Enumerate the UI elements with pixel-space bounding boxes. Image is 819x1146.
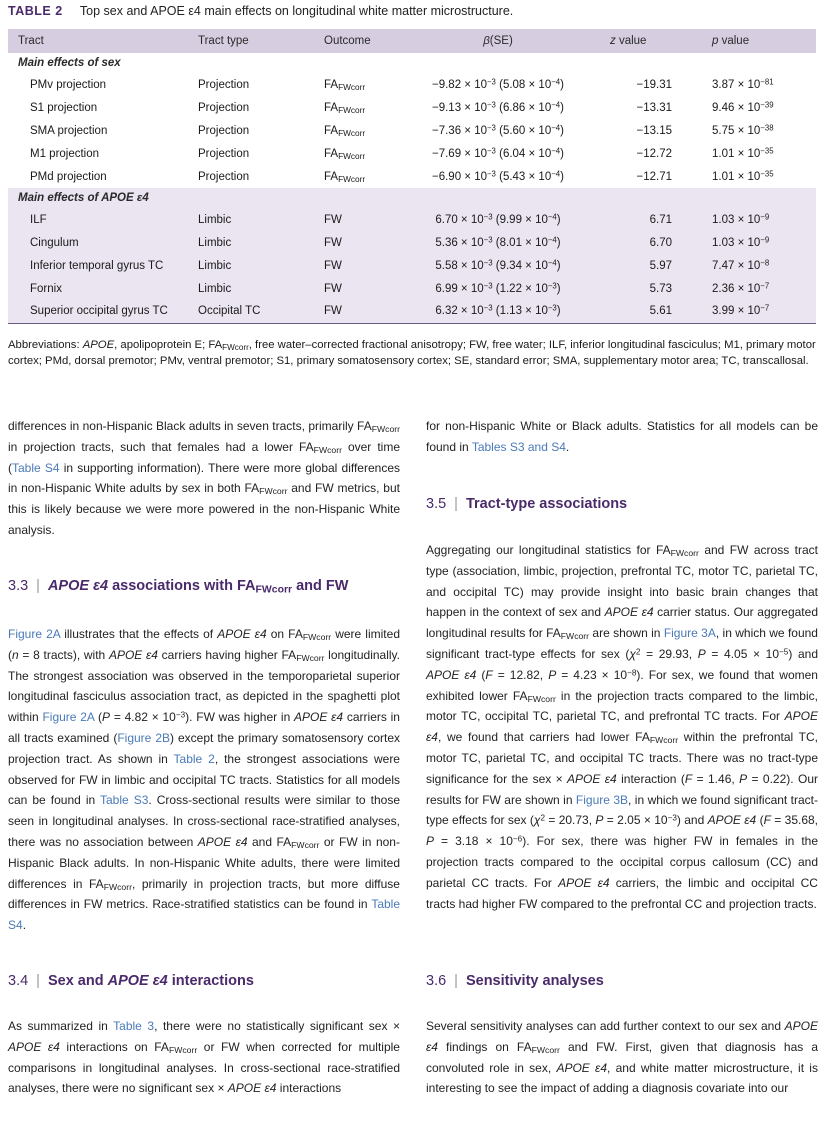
z-cell: 5.61 bbox=[649, 305, 672, 318]
tract-cell: PMd projection bbox=[30, 170, 107, 183]
beta-cell: $-9.13 \times 10^{-3}$ $(6.86 \times 10^{-4})$ bbox=[432, 99, 564, 114]
tract-cell: Superior occipital gyrus TC bbox=[30, 305, 168, 318]
table-row bbox=[8, 254, 816, 277]
outcome-cell: FW bbox=[324, 282, 342, 295]
z-cell: −12.72 bbox=[636, 147, 672, 160]
table-row bbox=[8, 96, 816, 119]
beta-cell: $-7.36 \times 10^{-3}$ $(5.60 \times 10^{-4})$ bbox=[432, 122, 564, 137]
type-cell: Limbic bbox=[198, 236, 232, 249]
paragraph-3-5: Aggregating our longitudinal statistics for $FA_{FWcorr}$ and FW across tract type (association, limbic, projection, prefrontal TC, motor TC, parietal TC, and occipital TC) may provide insight into basic brain changes that happen in the context of sex and APOE ε4 carrier status. Our aggregated longitudinal results for $FA_{FWcorr}$ are shown in Figure 3A, in which we found significant tract-type effects for sex ($\chi^2 = 29.93$, $P = 4.05 \times 10^{-5}$) and APOE ε4 (F = 12.82, $P = 4.23 \times 10^{-8}$). For sex, we found that women exhibited lower $FA_{FWcorr}$ in the projection tracts compared to the limbic, motor TC, occipital TC, parietal TC, and prefrontal TC tracts. For APOE ε4, we found that carriers had lower $FA_{FWcorr}$ within the prefrontal TC, motor TC, parietal TC, and occipital TC tracts. There was no tract-type significance for the sex × APOE ε4 interaction (F = 1.46, P = 0.22). Our results for FW are shown in Figure 3B, in which we found significant tract-type effects for sex ($\chi^2 = 20.73$, $P = 2.05 \times 10^{-3}$) and APOE ε4 (F = 35.68, $P = 3.18 \times 10^{-6}$). For sex, there was higher FW in females in the projection tracts compared to the occipital corpus callosum (CC) and parietal CC tracts. For APOE ε4 carriers, the limbic and occipital CC tracts had higher FW compared to the prefrontal CC and projection tracts. bbox=[426, 543, 819, 911]
section-heading-3-6: 3.6 | Sensitivity analyses bbox=[426, 973, 604, 989]
tract-cell: Inferior temporal gyrus TC bbox=[30, 259, 164, 272]
outcome-cell: $FA_{FWcorr}$ bbox=[324, 78, 366, 92]
outcome-cell: FW bbox=[324, 213, 342, 226]
section-label: Main effects of APOE ε4 bbox=[18, 192, 149, 204]
paragraph-right-top: for non-Hispanic White or Black adults. Statistics for all models can be found in Tables S3 and S4. bbox=[426, 419, 818, 454]
z-cell: 5.97 bbox=[649, 259, 672, 272]
tract-cell: ILF bbox=[30, 213, 47, 226]
type-cell: Limbic bbox=[198, 213, 232, 226]
section-row-sex bbox=[8, 53, 816, 73]
table-row bbox=[8, 277, 816, 300]
outcome-cell: FW bbox=[324, 305, 342, 318]
tract-cell: Fornix bbox=[30, 282, 62, 295]
p-cell: $2.36 \times 10^{-7}$ bbox=[712, 280, 770, 295]
z-cell: 6.71 bbox=[649, 213, 672, 226]
header-p: p value bbox=[712, 35, 750, 47]
type-cell: Projection bbox=[198, 124, 250, 137]
p-cell: $9.46 \times 10^{-39}$ bbox=[712, 99, 774, 114]
section-heading-3-4: 3.4 | Sex and APOE ε4 interactions bbox=[8, 973, 254, 989]
p-cell: $7.47 \times 10^{-8}$ bbox=[712, 257, 770, 272]
beta-cell: $6.32 \times 10^{-3}$ $(1.13 \times 10^{-3})$ bbox=[435, 303, 561, 318]
tract-cell: S1 projection bbox=[30, 101, 98, 114]
outcome-cell: $FA_{FWcorr}$ bbox=[324, 101, 366, 115]
table-title: Top sex and APOE ε4 main effects on longitudinal white matter microstructure. bbox=[79, 4, 514, 18]
section-heading-3-5: 3.5 | Tract-type associations bbox=[426, 496, 628, 512]
z-cell: −13.31 bbox=[636, 101, 672, 114]
beta-cell: $-6.90 \times 10^{-3}$ $(5.43 \times 10^{-4})$ bbox=[432, 168, 564, 183]
p-cell: $1.01 \times 10^{-35}$ bbox=[712, 168, 774, 183]
beta-cell: $-7.69 \times 10^{-3}$ $(6.04 \times 10^{-4})$ bbox=[432, 145, 564, 160]
section-label: Main effects of sex bbox=[18, 57, 121, 69]
z-cell: −13.15 bbox=[636, 124, 672, 137]
type-cell: Projection bbox=[198, 170, 250, 183]
p-cell: $3.99 \times 10^{-7}$ bbox=[712, 303, 770, 318]
outcome-cell: $FA_{FWcorr}$ bbox=[324, 170, 366, 184]
type-cell: Projection bbox=[198, 78, 250, 91]
p-cell: $1.01 \times 10^{-35}$ bbox=[712, 145, 774, 160]
beta-cell: $5.58 \times 10^{-3}$ $(9.34 \times 10^{-4})$ bbox=[435, 257, 561, 272]
type-cell: Occipital TC bbox=[198, 305, 261, 318]
table-row bbox=[8, 142, 816, 165]
type-cell: Projection bbox=[198, 101, 250, 114]
z-cell: −12.71 bbox=[636, 170, 672, 183]
tract-cell: M1 projection bbox=[30, 147, 100, 160]
table-caption bbox=[8, 4, 816, 18]
results-table bbox=[8, 29, 816, 324]
outcome-cell: $FA_{FWcorr}$ bbox=[324, 147, 366, 161]
header-tract: Tract bbox=[18, 35, 44, 47]
header-beta: β(SE) bbox=[483, 35, 513, 47]
table-header-row bbox=[8, 29, 816, 53]
outcome-cell: FW bbox=[324, 259, 342, 272]
section-heading-3-3: 3.3 | APOE ε4 associations with $FA_{FWcorr}$ and FW bbox=[8, 578, 349, 596]
header-tract-type: Tract type bbox=[198, 35, 249, 47]
table-row bbox=[8, 300, 816, 323]
header-outcome: Outcome bbox=[324, 35, 371, 47]
outcome-cell: FW bbox=[324, 236, 342, 249]
table-label: TABLE 2 bbox=[8, 4, 63, 18]
table-row bbox=[8, 231, 816, 254]
section-row-apoe bbox=[8, 188, 816, 208]
beta-cell: $5.36 \times 10^{-3}$ $(8.01 \times 10^{-4})$ bbox=[435, 234, 561, 249]
table-abbreviations: Abbreviations: APOE, apolipoprotein E; $FA_{FWcorr}$, free water–corrected fractional anisotropy; FW, free water; ILF, inferior longitudinal fasciculus; M1, primary motor cortex; PMd, dorsal premotor; PMv, ventral premotor; S1, primary somatosensory cortex; SE, standard error; SMA, supplementary motor area; TC, transcallosal. bbox=[8, 339, 816, 367]
paragraph-left-top: differences in non-Hispanic Black adults in seven tracts, primarily $FA_{FWcorr}$ in projection tracts, such that females had a lower $FA_{FWcorr}$ over time (Table S4 in supporting information). There were more global differences in non-Hispanic White adults by sex in both $FA_{FWcorr}$ and FW metrics, but this is likely because we were more powered in the non-Hispanic White analysis. bbox=[8, 419, 401, 537]
p-cell: $1.03 \times 10^{-9}$ bbox=[712, 234, 770, 249]
p-cell: $5.75 \times 10^{-38}$ bbox=[712, 122, 774, 137]
z-cell: 6.70 bbox=[649, 236, 672, 249]
table-row bbox=[8, 119, 816, 142]
tract-cell: Cingulum bbox=[30, 236, 79, 249]
beta-cell: $-9.82 \times 10^{-3}$ $(5.08 \times 10^{-4})$ bbox=[432, 76, 564, 91]
table-row bbox=[8, 165, 816, 188]
outcome-cell: $FA_{FWcorr}$ bbox=[324, 124, 366, 138]
tract-cell: SMA projection bbox=[30, 124, 108, 137]
p-cell: $3.87 \times 10^{-81}$ bbox=[712, 76, 774, 91]
header-z: z value bbox=[610, 35, 647, 47]
z-cell: −19.31 bbox=[636, 78, 672, 91]
type-cell: Projection bbox=[198, 147, 250, 160]
table-row bbox=[8, 208, 816, 231]
z-cell: 5.73 bbox=[649, 282, 672, 295]
type-cell: Limbic bbox=[198, 259, 232, 272]
table-row bbox=[8, 73, 816, 96]
tract-cell: PMv projection bbox=[30, 78, 107, 91]
paragraph-3-3: Figure 2A illustrates that the effects of APOE ε4 on $FA_{FWcorr}$ were limited (n = 8 tracts), with APOE ε4 carriers having higher $FA_{FWcorr}$ longitudinally. The strongest association was observed in the temporoparietal superior longitudinal fasciculus association tract, as depicted in the spaghetti plot within Figure 2A $(P = 4.82 \times 10^{-3})$. FW was higher in APOE ε4 carriers in all tracts examined (Figure 2B) except the primary somatosensory cortex projection tract. As shown in Table 2, the strongest associations were observed for FW in limbic and occipital TC tracts. Statistics for all models can be found in Table S3. Cross-sectional results were similar to those seen in longitudinal analyses. In cross-sectional race-stratified analyses, there was no association between APOE ε4 and $FA_{FWcorr}$ or FW in non-Hispanic Black adults. In non-Hispanic White adults, there were limited differences in $FA_{FWcorr}$, primarily in projection tracts, but more diffuse differences in FW metrics. Race-stratified statistics can be found in Table S4. bbox=[8, 627, 401, 933]
beta-cell: $6.70 \times 10^{-3}$ $(9.99 \times 10^{-4})$ bbox=[435, 211, 561, 226]
paragraph-3-6: Several sensitivity analyses can add further context to our sex and APOE ε4 findings on $FA_{FWcorr}$ and FW. First, given that diagnosis has a convoluted role in sex, APOE ε4, and white matter microstructure, it is interesting to see the impact of adding a diagnosis covariate into our bbox=[426, 1019, 819, 1096]
p-cell: $1.03 \times 10^{-9}$ bbox=[712, 211, 770, 226]
type-cell: Limbic bbox=[198, 282, 232, 295]
beta-cell: $6.99 \times 10^{-3}$ $(1.22 \times 10^{-3})$ bbox=[435, 280, 561, 295]
paragraph-3-4: As summarized in Table 3, there were no statistically significant sex × APOE ε4 interactions on $FA_{FWcorr}$ or FW when corrected for multiple comparisons in longitudinal analyses. In cross-sectional race-stratified analyses, there were no significant sex × APOE ε4 interactions bbox=[8, 1019, 401, 1096]
